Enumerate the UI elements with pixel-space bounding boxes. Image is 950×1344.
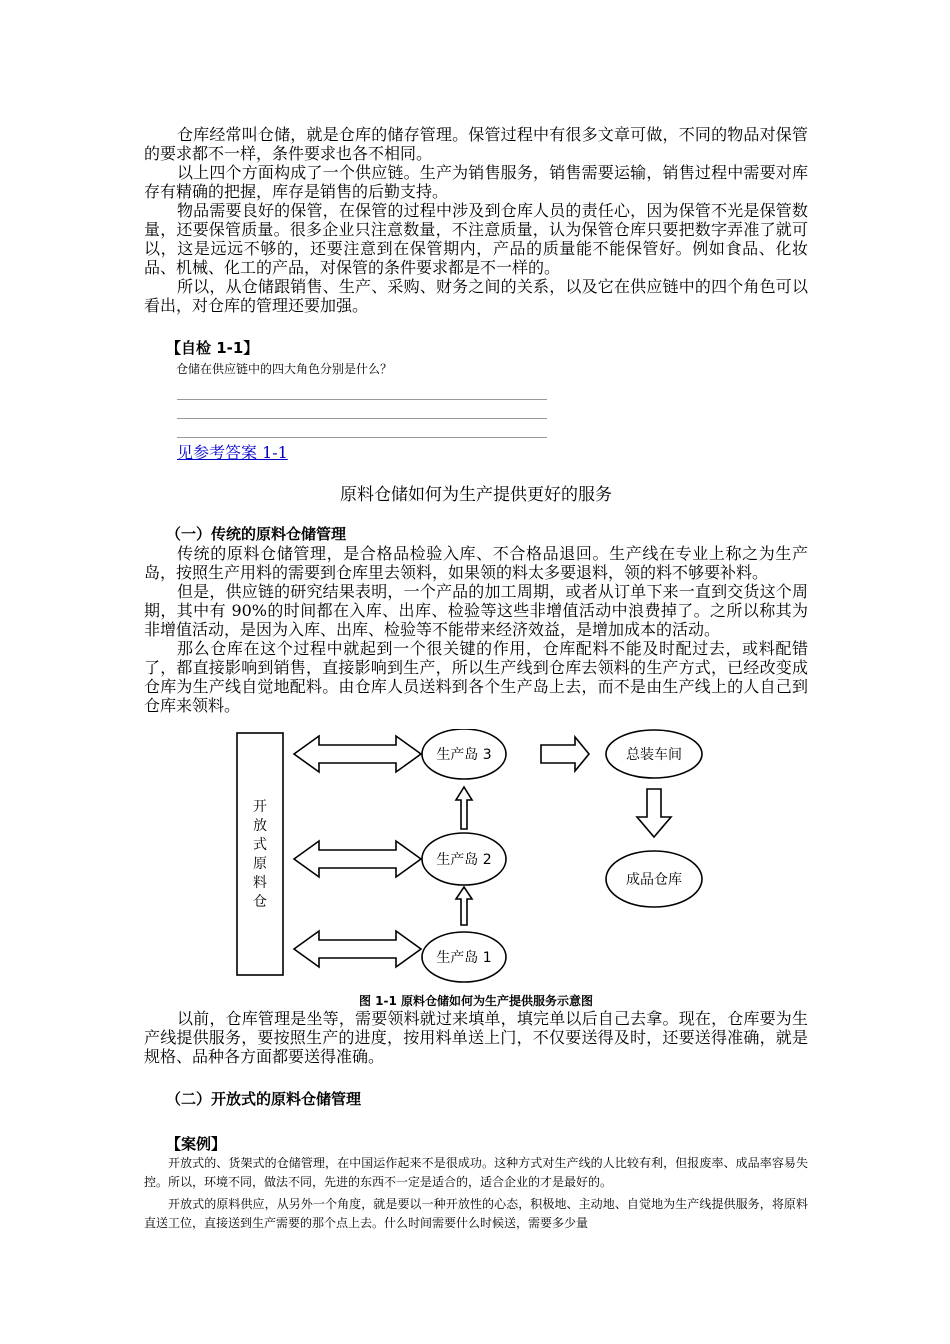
figure-caption: 图 1-1 原料仓储如何为生产提供服务示意图 bbox=[358, 994, 594, 1008]
answer-blank-line-3[interactable] bbox=[177, 437, 547, 438]
case-paragraph-1: 开放式的、货架式的仓储管理，在中国运作起来不是很成功。这种方式对生产线的人比较有利，但报废率、成品率容易失控。所以，环境不同，做法不同，先进的东西不一定是适合的，适合企业的才是最好的。 bbox=[144, 1156, 808, 1189]
paragraph-traditional-3: 那么仓库在这个过程中就起到一个很关键的作用，仓库配料不能及时配过去，或料配错了，都直接影响到销售，直接影响到生产，所以生产线到仓库去领料的生产方式，已经改变成仓库为生产线自觉地配料。由仓库人员送料到各个生产岛上去，而不是由生产线上的人自己到仓库来领料。 bbox=[144, 639, 808, 715]
case-title: 【案例】 bbox=[166, 1135, 227, 1153]
down-arrow-to-finished bbox=[637, 789, 671, 837]
self-check-question: 仓储在供应链中的四大角色分别是什么？ bbox=[176, 362, 393, 376]
paragraph-traditional-4: 以前，仓库管理是坐等，需要领料就过来填单，填完单以后自己去拿。现在，仓库要为生产线提供服务，要按照生产的进度，按用料单送上门，不仅要送得及时，还要送得准确，就是规格、品种各方面都要送得准确。 bbox=[144, 1009, 808, 1066]
paragraph-intro-3: 物品需要良好的保管，在保管的过程中涉及到仓库人员的责任心，因为保管不光是保管数量，还要保管质量。很多企业只注意数量，不注意质量，认为保管仓库只要把数字弄准了就可以，这是远远不够的，还要注意到在保管期内，产品的质量能不能保管好。例如食品、化妆品、机械、化工的产品，对保管的条件要求都是不一样的。 bbox=[144, 201, 808, 277]
supply-diagram bbox=[144, 729, 808, 991]
subsection-title-traditional: （一）传统的原料仓储管理 bbox=[166, 525, 347, 543]
document-page bbox=[144, 125, 808, 1233]
up-arrow-2-to-3 bbox=[456, 787, 472, 829]
double-arrow-island-1 bbox=[294, 931, 421, 967]
warehouse-char: 式 bbox=[253, 837, 267, 853]
assembly-shop-label: 总装车间 bbox=[626, 747, 682, 763]
supply-diagram-svg bbox=[144, 729, 808, 991]
warehouse-char: 料 bbox=[253, 875, 267, 891]
production-island-2-label: 生产岛 2 bbox=[436, 852, 492, 868]
case-paragraph-2: 开放式的原料供应，从另外一个角度，就是要以一种开放性的心态，积极地、主动地、自觉地为生产线提供服务，将原料直送工位，直接送到生产需要的那个点上去。什么时间需要什么时候送，需要多少量 bbox=[144, 1197, 808, 1230]
paragraph-traditional-1: 传统的原料仓储管理，是合格品检验入库、不合格品退回。生产线在专业上称之为生产岛，按照生产用料的需要到仓库里去领料，如果领的料太多要退料，领的料不够要补料。 bbox=[144, 544, 808, 582]
open-warehouse-box bbox=[237, 733, 283, 975]
warehouse-char: 原 bbox=[253, 856, 267, 872]
paragraph-traditional-2: 但是，供应链的研究结果表明，一个产品的加工周期，或者从订单下来一直到交货这个周期，其中有 90%的时间都在入库、出库、检验等这些非增值活动中浪费掉了。之所以称其为非增值活动，是因为入库、出库、检验等不能带来经济效益，是增加成本的活动。 bbox=[144, 582, 808, 639]
warehouse-char: 放 bbox=[253, 818, 267, 834]
warehouse-char: 仓 bbox=[253, 894, 267, 910]
warehouse-char: 开 bbox=[253, 799, 267, 815]
reference-answer-link[interactable]: 见参考答案 1-1 bbox=[177, 443, 288, 462]
paragraph-intro-4: 所以，从仓储跟销售、生产、采购、财务之间的关系，以及它在供应链中的四个角色可以看出，对仓库的管理还要加强。 bbox=[144, 277, 808, 315]
production-island-1-label: 生产岛 1 bbox=[436, 950, 492, 966]
subsection-title-open: （二）开放式的原料仓储管理 bbox=[166, 1090, 362, 1108]
up-arrow-1-to-2 bbox=[456, 887, 472, 925]
double-arrow-island-2 bbox=[294, 841, 421, 877]
self-check-title: 【自检 1-1】 bbox=[166, 339, 259, 357]
paragraph-intro-2: 以上四个方面构成了一个供应链。生产为销售服务，销售需要运输，销售过程中需要对库存有精确的把握，库存是销售的后勤支持。 bbox=[144, 163, 808, 201]
finished-goods-warehouse-label: 成品仓库 bbox=[626, 872, 682, 888]
double-arrow-island-3 bbox=[294, 736, 421, 772]
right-arrow-to-assembly bbox=[541, 737, 589, 771]
section-title: 原料仓储如何为生产提供更好的服务 bbox=[340, 485, 612, 505]
paragraph-intro-1: 仓库经常叫仓储，就是仓库的储存管理。保管过程中有很多文章可做，不同的物品对保管的要求都不一样，条件要求也各不相同。 bbox=[144, 125, 808, 163]
production-island-3-label: 生产岛 3 bbox=[436, 747, 492, 763]
